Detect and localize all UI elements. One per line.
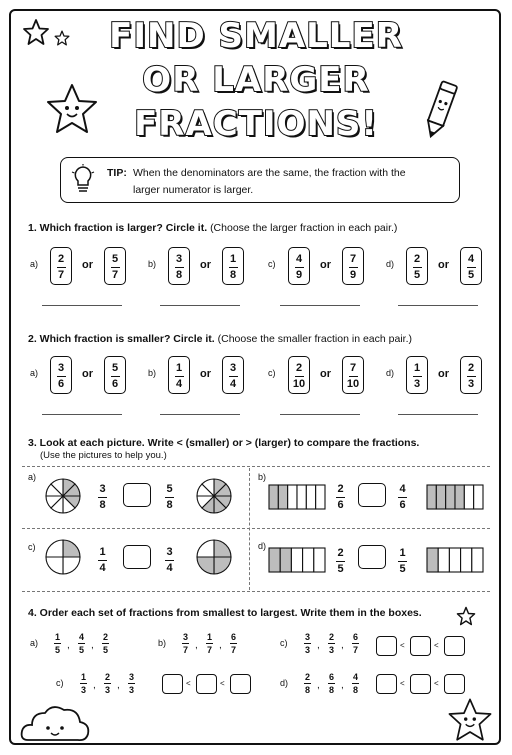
fraction-bar (78, 643, 85, 644)
less-than: < (434, 679, 439, 688)
numerator: 3 (99, 483, 106, 495)
numerator: 7 (349, 253, 357, 265)
fraction-bar-icon (426, 547, 484, 573)
fraction-bar (349, 267, 358, 268)
question-4-title: 4. Order each set of fractions from smallest to largest. Write them in the boxes. (28, 607, 422, 619)
fraction-slice (197, 540, 214, 557)
denominator: 8 (166, 499, 173, 512)
fraction (398, 547, 407, 576)
fraction (336, 547, 345, 576)
less-than: < (186, 679, 191, 688)
order-box[interactable] (376, 636, 397, 656)
fraction-slice (63, 540, 80, 557)
tip-box (60, 157, 460, 203)
question-1-title: 1. Which fraction is larger? Circle it. (28, 222, 208, 234)
numerator: 2 (102, 632, 108, 642)
denominator: 7 (206, 645, 212, 656)
fraction-circle-icon (195, 477, 233, 515)
question-3-note: (Use the pictures to help you.) (40, 450, 167, 461)
fraction-bar (111, 376, 120, 377)
fraction (104, 672, 111, 695)
question-2-heading (28, 333, 412, 345)
denominator: 8 (229, 269, 237, 282)
title-line-1: FIND SMALLER (109, 16, 403, 56)
divider (22, 466, 490, 467)
numerator: 4 (295, 253, 303, 265)
fraction-bar (206, 643, 213, 644)
numerator: 1 (175, 362, 183, 374)
denominator: 4 (175, 378, 183, 391)
fraction-bar (304, 643, 311, 644)
fraction-bar-icon (426, 484, 484, 510)
fraction-segment (306, 485, 315, 509)
fraction-bar-icon (268, 484, 326, 510)
fraction (328, 632, 335, 655)
numerator: 2 (295, 362, 303, 374)
numerator: 4 (352, 672, 358, 682)
fraction (182, 632, 189, 655)
fraction-circle-icon (44, 477, 82, 515)
fraction-slice (214, 540, 231, 557)
star-outline-icon (456, 606, 476, 626)
fraction (410, 362, 424, 391)
fraction-bar (336, 561, 345, 562)
compare-box[interactable] (358, 483, 386, 507)
tip-text-line-2: larger numerator is larger. (133, 184, 254, 196)
numerator: 6 (230, 632, 236, 642)
numerator: 2 (57, 253, 65, 265)
numerator: 2 (104, 672, 110, 682)
question-2-note: (Choose the smaller fraction in each pair.) (217, 333, 412, 345)
comma: , (195, 640, 198, 651)
fraction-segment (474, 485, 483, 509)
fraction-segment (297, 485, 306, 509)
denominator: 10 (292, 378, 306, 391)
item-label: a) (30, 368, 39, 378)
item-label: c) (268, 259, 276, 269)
fraction-circle-icon (44, 538, 82, 576)
numerator: 1 (399, 547, 406, 559)
comma: , (67, 640, 70, 651)
fraction-bar (57, 376, 66, 377)
denominator: 6 (111, 378, 119, 391)
item-label: a) (30, 638, 39, 648)
answer-line[interactable] (398, 414, 478, 415)
answer-line[interactable] (42, 305, 122, 306)
denominator: 8 (328, 685, 334, 696)
item-label: c) (56, 678, 64, 688)
or-label: or (82, 368, 93, 380)
fraction-segment (446, 485, 455, 509)
fraction-segment (455, 485, 464, 509)
numerator: 5 (166, 483, 173, 495)
comma: , (219, 640, 222, 651)
question-3-title: 3. Look at each picture. Write < (smaller) or > (larger) to compare the fractions. (28, 437, 420, 449)
answer-line[interactable] (280, 414, 360, 415)
fraction-bar (57, 267, 66, 268)
order-box[interactable] (376, 674, 397, 694)
denominator: 3 (328, 645, 334, 656)
comma: , (341, 680, 344, 691)
denominator: 4 (166, 562, 173, 575)
fraction-slice (46, 557, 63, 574)
fraction-circle-icon (195, 538, 233, 576)
numerator: 1 (413, 362, 421, 374)
fraction-slice (46, 540, 63, 557)
fraction-bar (467, 376, 476, 377)
order-box[interactable] (410, 674, 431, 694)
comma: , (317, 680, 320, 691)
fraction (464, 362, 478, 391)
fraction-bar (352, 643, 359, 644)
item-label: a) (28, 472, 37, 482)
cloud-character-icon (18, 700, 92, 746)
item-label: a) (30, 259, 39, 269)
or-label: or (320, 259, 331, 271)
numerator: 3 (128, 672, 134, 682)
fraction (346, 362, 360, 391)
denominator: 3 (304, 645, 310, 656)
denominator: 3 (413, 378, 421, 391)
fraction (54, 253, 68, 282)
denominator: 3 (467, 378, 475, 391)
denominator: 9 (295, 269, 303, 282)
divider (22, 591, 490, 592)
numerator: 1 (80, 672, 86, 682)
fraction (172, 253, 186, 282)
numerator: 6 (328, 672, 334, 682)
answer-line[interactable] (280, 305, 360, 306)
fraction-segment (449, 548, 460, 572)
fraction-bar (54, 643, 61, 644)
fraction-segment (291, 548, 302, 572)
numerator: 3 (175, 253, 183, 265)
question-4-heading (28, 607, 422, 619)
numerator: 3 (166, 546, 173, 558)
fraction-bar (80, 683, 87, 684)
fraction-bar (98, 497, 107, 498)
or-label: or (320, 368, 331, 380)
denominator: 8 (175, 269, 183, 282)
less-than: < (400, 679, 405, 688)
item-label: d) (386, 259, 395, 269)
denominator: 10 (346, 378, 360, 391)
fraction (98, 483, 107, 512)
fraction (165, 483, 174, 512)
fraction-bar (165, 497, 174, 498)
fraction-segment (464, 485, 473, 509)
fraction-bar (413, 376, 422, 377)
numerator: 2 (337, 547, 344, 559)
answer-line[interactable] (42, 414, 122, 415)
fraction (80, 672, 87, 695)
fraction-bar (175, 376, 184, 377)
denominator: 5 (337, 563, 344, 576)
order-box[interactable] (230, 674, 251, 694)
compare-box[interactable] (358, 545, 386, 569)
fraction (328, 672, 335, 695)
fraction (292, 253, 306, 282)
fraction-bar (349, 376, 358, 377)
numerator: 2 (413, 253, 421, 265)
numerator: 4 (399, 483, 406, 495)
comma: , (317, 640, 320, 651)
or-label: or (200, 368, 211, 380)
fraction-bar (336, 497, 345, 498)
denominator: 9 (349, 269, 357, 282)
answer-line[interactable] (398, 305, 478, 306)
compare-box[interactable] (123, 545, 151, 569)
denominator: 5 (78, 645, 84, 656)
fraction-bar (328, 683, 335, 684)
denominator: 5 (413, 269, 421, 282)
fraction-bar (398, 497, 407, 498)
order-box[interactable] (162, 674, 183, 694)
fraction (78, 632, 85, 655)
denominator: 8 (304, 685, 310, 696)
fraction (226, 253, 240, 282)
title-line-3: FRACTIONS! (134, 104, 378, 144)
fraction (346, 253, 360, 282)
or-label: or (438, 368, 449, 380)
numerator: 1 (229, 253, 237, 265)
fraction-bar (165, 560, 174, 561)
fraction-bar (230, 643, 237, 644)
order-box[interactable] (444, 636, 465, 656)
vertical-divider (249, 468, 250, 590)
fraction (226, 362, 240, 391)
numerator: 2 (328, 632, 334, 642)
item-label: c) (268, 368, 276, 378)
comma: , (93, 680, 96, 691)
denominator: 8 (99, 499, 106, 512)
denominator: 6 (57, 378, 65, 391)
denominator: 6 (337, 499, 344, 512)
fraction-bar-icon (268, 547, 326, 573)
denominator: 3 (80, 685, 86, 696)
lightbulb-icon (71, 164, 95, 196)
item-label: b) (148, 368, 157, 378)
star-character-bottom-icon (446, 696, 494, 744)
denominator: 3 (128, 685, 134, 696)
fraction-bar (98, 560, 107, 561)
fraction-bar (467, 267, 476, 268)
fraction-bar (304, 683, 311, 684)
fraction-bar (111, 267, 120, 268)
fraction (165, 546, 174, 575)
numerator: 5 (111, 362, 119, 374)
fraction (352, 672, 359, 695)
numerator: 7 (349, 362, 357, 374)
fraction-segment (314, 548, 325, 572)
fraction (206, 632, 213, 655)
fraction-bar (413, 267, 422, 268)
or-label: or (82, 259, 93, 271)
question-1-heading (28, 222, 397, 234)
less-than: < (400, 641, 405, 650)
denominator: 4 (99, 562, 106, 575)
fraction-bar (352, 683, 359, 684)
tip-label: TIP: (107, 167, 127, 179)
numerator: 4 (467, 253, 475, 265)
fraction-segment (303, 548, 314, 572)
fraction (98, 546, 107, 575)
denominator: 5 (467, 269, 475, 282)
title-line-2: OR LARGER (142, 60, 370, 100)
item-label: b) (148, 259, 157, 269)
fraction-bar (128, 683, 135, 684)
fraction-segment (427, 548, 438, 572)
denominator: 5 (102, 645, 108, 656)
fraction (352, 632, 359, 655)
fraction (108, 253, 122, 282)
denominator: 7 (182, 645, 188, 656)
order-box[interactable] (444, 674, 465, 694)
fraction-bar (398, 561, 407, 562)
denominator: 7 (57, 269, 65, 282)
item-label: d) (280, 678, 289, 688)
or-label: or (200, 259, 211, 271)
fraction-slice (214, 557, 231, 574)
question-1-note: (Choose the larger fraction in each pair.) (210, 222, 398, 234)
fraction-segment (436, 485, 445, 509)
fraction-bar (229, 376, 238, 377)
item-label: c) (28, 542, 36, 552)
numerator: 2 (467, 362, 475, 374)
comma: , (91, 640, 94, 651)
fraction-segment (269, 485, 278, 509)
tip-text-line-1: When the denominators are the same, the fraction with the (133, 167, 406, 179)
order-box[interactable] (410, 636, 431, 656)
fraction-bar (102, 643, 109, 644)
fraction-bar (182, 643, 189, 644)
numerator: 1 (206, 632, 212, 642)
numerator: 3 (229, 362, 237, 374)
item-label: c) (280, 638, 288, 648)
fraction-bar (104, 683, 111, 684)
fraction (128, 672, 135, 695)
denominator: 8 (352, 685, 358, 696)
fraction (172, 362, 186, 391)
denominator: 4 (229, 378, 237, 391)
fraction-segment (269, 548, 280, 572)
numerator: 2 (304, 672, 310, 682)
numerator: 3 (57, 362, 65, 374)
fraction-segment (316, 485, 325, 509)
numerator: 3 (182, 632, 188, 642)
fraction (292, 362, 306, 391)
fraction (398, 483, 407, 512)
fraction-segment (280, 548, 291, 572)
fraction (304, 672, 311, 695)
fraction (54, 632, 61, 655)
denominator: 7 (111, 269, 119, 282)
fraction-segment (278, 485, 287, 509)
numerator: 5 (111, 253, 119, 265)
fraction-segment (427, 485, 436, 509)
fraction-bar (328, 643, 335, 644)
denominator: 7 (230, 645, 236, 656)
numerator: 1 (54, 632, 60, 642)
or-label: or (438, 259, 449, 271)
fraction-bar (295, 267, 304, 268)
numerator: 3 (304, 632, 310, 642)
compare-box[interactable] (123, 483, 151, 507)
fraction (102, 632, 109, 655)
item-label: d) (258, 541, 267, 551)
item-label: b) (158, 638, 167, 648)
fraction-bar (175, 267, 184, 268)
item-label: d) (386, 368, 395, 378)
fraction (304, 632, 311, 655)
denominator: 5 (54, 645, 60, 656)
question-3-heading (28, 437, 419, 449)
order-box[interactable] (196, 674, 217, 694)
answer-line[interactable] (160, 414, 240, 415)
less-than: < (220, 679, 225, 688)
fraction-segment (461, 548, 472, 572)
answer-line[interactable] (160, 305, 240, 306)
divider (22, 528, 490, 529)
fraction (336, 483, 345, 512)
comma: , (117, 680, 120, 691)
numerator: 1 (99, 546, 106, 558)
question-2-title: 2. Which fraction is smaller? Circle it. (28, 333, 215, 345)
fraction-segment (438, 548, 449, 572)
denominator: 3 (104, 685, 110, 696)
fraction (54, 362, 68, 391)
fraction-segment (472, 548, 483, 572)
fraction (108, 362, 122, 391)
fraction-bar (229, 267, 238, 268)
denominator: 7 (352, 645, 358, 656)
fraction-segment (288, 485, 297, 509)
numerator: 2 (337, 483, 344, 495)
fraction-slice (197, 557, 214, 574)
denominator: 5 (399, 563, 406, 576)
numerator: 4 (78, 632, 84, 642)
fraction-bar (295, 376, 304, 377)
denominator: 6 (399, 499, 406, 512)
fraction (410, 253, 424, 282)
fraction-slice (63, 557, 80, 574)
comma: , (341, 640, 344, 651)
numerator: 6 (352, 632, 358, 642)
item-label: b) (258, 472, 267, 482)
less-than: < (434, 641, 439, 650)
fraction (464, 253, 478, 282)
fraction (230, 632, 237, 655)
